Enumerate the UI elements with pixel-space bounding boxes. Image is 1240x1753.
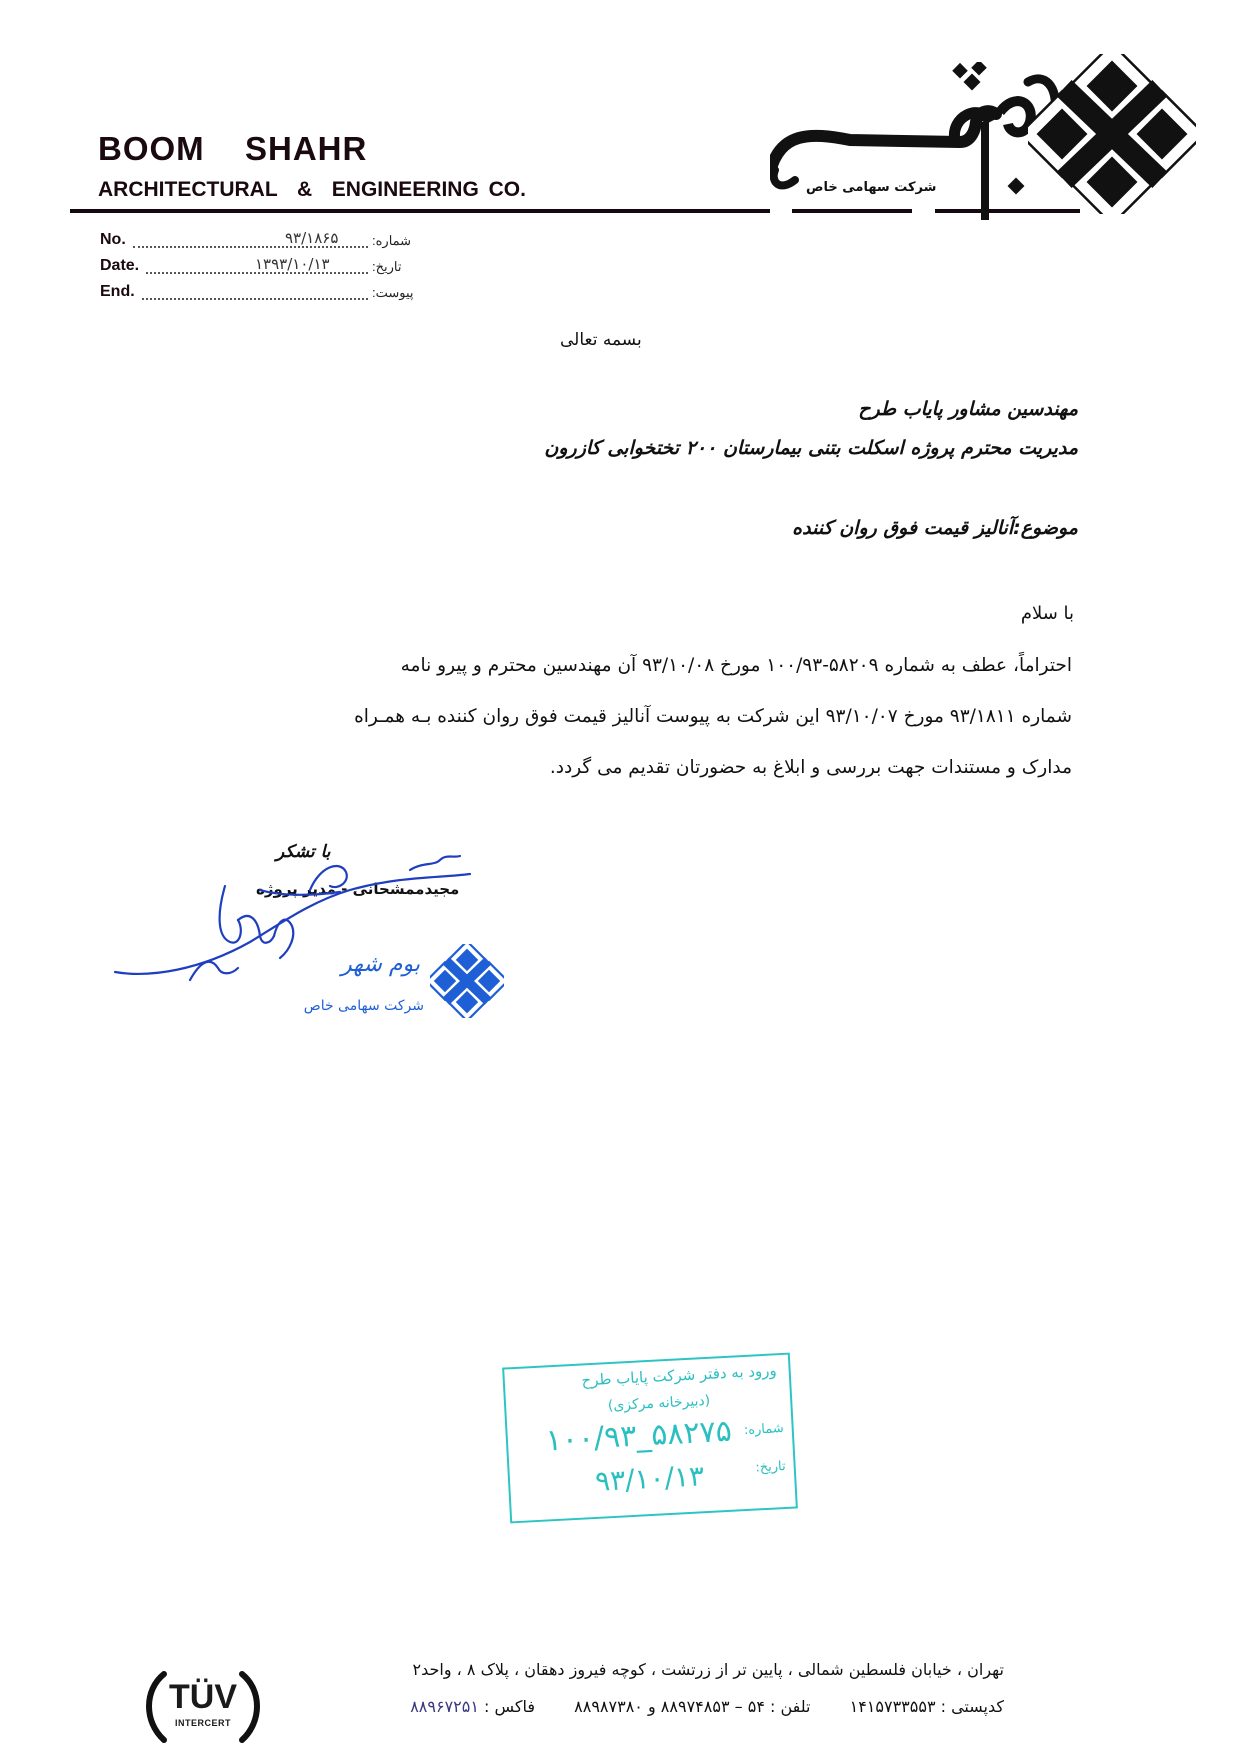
footer-postal-code: کدپستی : ۱۴۱۵۷۳۳۵۵۳	[849, 1697, 1004, 1716]
company-emblem-icon	[1028, 54, 1196, 214]
addressee-line-2: مدیریت محترم پروژه اسکلت بتنی بیمارستان ۲۰۰ تختخوابی کازرون	[544, 437, 1078, 459]
seal-company-type: شرکت سهامی خاص	[303, 998, 424, 1014]
footer-fax-number: ۸۸۹۶۷۲۵۱	[410, 1697, 479, 1716]
greeting: با سلام	[1020, 603, 1074, 624]
stamp-title: ورود به دفتر شرکت پایاب طرح	[581, 1361, 778, 1390]
letter-body	[212, 640, 1072, 793]
reference-date-label-fa: تاریخ:	[372, 259, 402, 274]
letter-body-line-1: احتراماً، عطف به شماره ۵۸۲۰۹-۱۰۰/۹۳ مورخ ۹۳/۱۰/۰۸ آن مهندسین محترم و پیرو نامه	[400, 655, 1072, 676]
stamp-date-value: ۹۳/۱۰/۱۳	[594, 1459, 705, 1498]
company-name-en: BOOM SHAHR	[98, 130, 368, 167]
reference-date-label: Date.	[100, 257, 140, 274]
stamp-no-label: شماره:	[743, 1421, 785, 1439]
stamp-date-label: تاریخ:	[755, 1458, 787, 1476]
reference-date-value: ۱۳۹۳/۱۰/۱۳	[255, 255, 330, 273]
footer-contact	[410, 1697, 1004, 1716]
reference-no-value: ۹۳/۱۸۶۵	[285, 229, 339, 247]
addressee-line-1: مهندسین مشاور پایاب طرح	[858, 398, 1078, 420]
reference-end-label: End.	[100, 283, 135, 300]
reference-no-label: No.	[100, 231, 126, 248]
reference-end-row	[100, 283, 414, 305]
tuv-logo-text: TÜV	[169, 1678, 237, 1716]
company-type-fa: شرکت سهامی خاص	[806, 180, 937, 195]
footer-address: تهران ، خیابان فلسطین شمالی ، پایین تر از زرتشت ، کوچه فیروز دهقان ، پلاک ۸ ، واحد۲	[412, 1660, 1004, 1679]
seal-emblem-icon	[430, 944, 504, 1018]
reference-no-label-fa: شماره:	[372, 233, 412, 248]
signer-name-title: مجیدممشحانی - مدیر پروژه	[256, 880, 460, 898]
stamp-subtitle: (دبیرخانه مرکزی)	[607, 1392, 711, 1415]
reference-date-row	[100, 257, 410, 279]
bismillah-heading: بسمه تعالی	[560, 330, 642, 350]
tuv-intercert-logo	[138, 1660, 268, 1750]
reference-end-label-fa: پیوست:	[372, 285, 414, 300]
company-subtitle-en: ARCHITECTURAL & ENGINEERING CO.	[98, 178, 526, 201]
reference-no-row	[100, 231, 410, 253]
closing-text: با تشکر	[276, 842, 331, 862]
stamp-no-value: ۱۰۰/۹۳_۵۸۲۷۵	[544, 1413, 733, 1459]
letter-body-line-2: شماره ۹۳/۱۸۱۱ مورخ ۹۳/۱۰/۰۷ این شرکت به پیوست آنالیز قیمت فوق روان کننده بـه همـراه	[354, 706, 1072, 727]
company-seal	[296, 940, 516, 1032]
tuv-logo-subtext: INTERCERT	[175, 1718, 231, 1728]
footer-phone: تلفن : ۵۴ – ۸۸۹۷۴۸۵۳ و ۸۸۹۸۷۳۸۰	[574, 1697, 811, 1716]
company-logotype-fa	[770, 62, 1070, 222]
footer-fax-label: فاکس :	[478, 1697, 536, 1716]
seal-company-name: بوم شهر	[341, 952, 420, 977]
reference-end-dots	[142, 286, 368, 300]
header-rule-left	[70, 209, 770, 213]
receipt-stamp	[502, 1353, 798, 1524]
letter-subject: موضوع:آنالیز قیمت فوق روان کننده	[792, 517, 1078, 539]
letter-body-line-3: مدارک و مستندات جهت بررسی و ابلاغ به حضورتان تقدیم می گردد.	[549, 757, 1072, 778]
